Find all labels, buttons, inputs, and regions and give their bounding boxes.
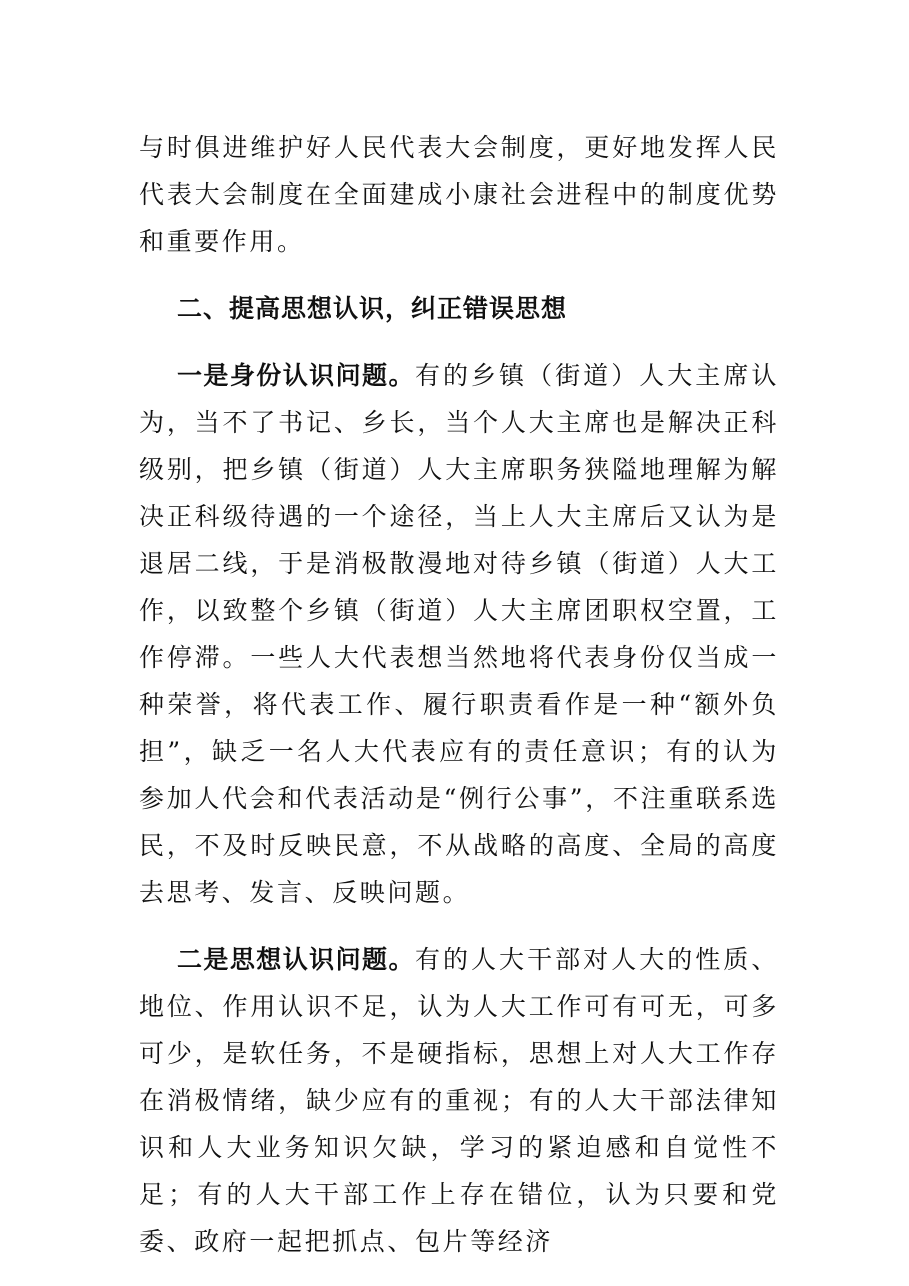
paragraph-gap: [139, 332, 779, 352]
paragraph-text: 有的人大干部对人大的性质、地位、作用认识不足，认为人大工作可有可无，可多可少，是软任务，不是硬指标，思想上对人大工作存在消极情绪，缺少应有的重视；有的人大干部法律知识和人大业务知识欠缺，学习的紧迫感和自觉性不足；有的人大干部工作上存在错位，认为只要和党委、政府一起把抓点、包片等经济: [139, 945, 779, 1256]
section-heading: 二、提高思想认识，纠正错误思想: [177, 294, 568, 323]
paragraph-lead: 一是身份认识问题。: [177, 361, 415, 390]
paragraph-gap: [139, 265, 779, 285]
paragraph-lead: 二是思想认识问题。: [177, 945, 415, 974]
paragraph-text: 有的乡镇（街道）人大主席认为，当不了书记、乡长，当个人大主席也是解决正科级别，把乡镇（街道）人大主席职务狭隘地理解为解决正科级待遇的一个途径，当上人大主席后又认为是退居二线，于是消极散漫地对待乡镇（街道）人大工作，以致整个乡镇（街道）人大主席团职权空置，工作停滞。一些人大代表想当然地将代表身份仅当成一种荣誉，将代表工作、履行职责看作是一种“额外负担”，缺乏一名人大代表应有的责任意识；有的认为参加人代会和代表活动是“例行公事”，不注重联系选民，不及时反映民意，不从战略的高度、全局的高度去思考、发言、反映问题。: [139, 361, 779, 907]
document-body: [139, 124, 779, 1265]
paragraph-gap: [139, 916, 779, 936]
paragraph-identity-issue: [139, 352, 779, 916]
paragraph-thinking-issue: [139, 936, 779, 1265]
continued-paragraph: 与时俱进维护好人民代表大会制度，更好地发挥人民代表大会制度在全面建成小康社会进程中的制度优势和重要作用。: [139, 133, 779, 256]
